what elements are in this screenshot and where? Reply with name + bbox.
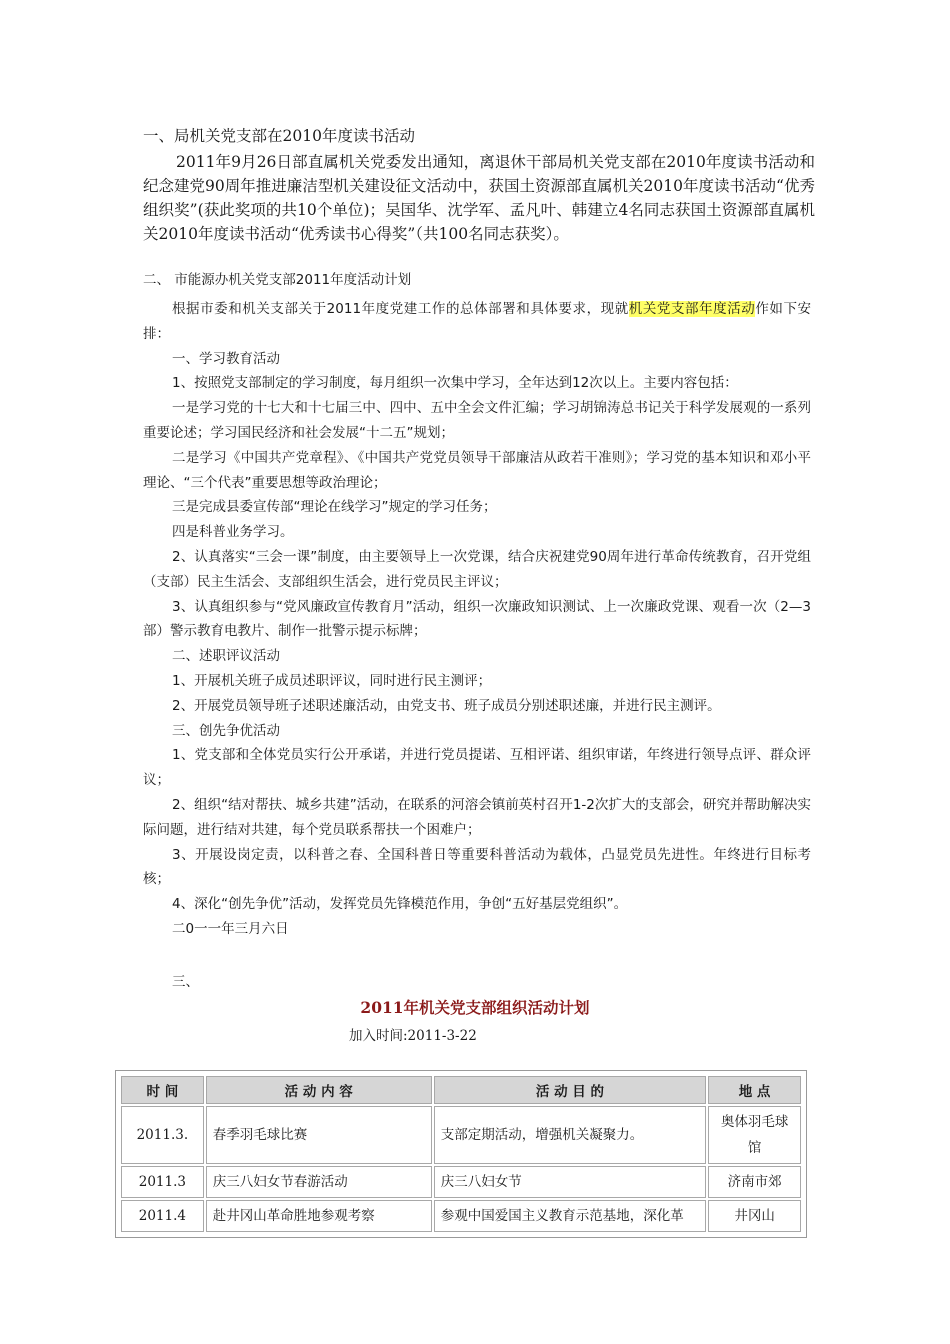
header-purpose: 活 动 目 的 bbox=[434, 1076, 706, 1104]
plan-line: 2、开展党员领导班子述职述廉活动，由党支书、班子成员分别述职述廉，并进行民主测评。 bbox=[172, 697, 721, 714]
cell-time: 2011.3. bbox=[121, 1106, 204, 1164]
plan-line: 3、开展设岗定责，以科普之春、全国科普日等重要科普活动为载体，凸显党员先进性。年终进行目标考核； bbox=[143, 846, 811, 888]
plan-line: 1、开展机关班子成员述职评议，同时进行民主测评； bbox=[172, 672, 492, 689]
signature-date: 二0一一年三月六日 bbox=[172, 920, 289, 937]
plan-line: 4、深化“创先争优”活动，发挥党员先锋模范作用，争创“五好基层党组织”。 bbox=[172, 896, 628, 913]
section3-title: 2011年机关党支部组织活动计划 bbox=[360, 998, 590, 1017]
plan-line: 一、学习教育活动 bbox=[172, 350, 280, 367]
cell-time: 2011.4 bbox=[121, 1200, 204, 1232]
cell-content: 赴井冈山革命胜地参观考察 bbox=[206, 1200, 432, 1232]
cell-content: 春季羽毛球比赛 bbox=[206, 1106, 432, 1164]
plan-line: 1、按照党支部制定的学习制度，每月组织一次集中学习，全年达到12次以上。主要内容包括： bbox=[172, 375, 738, 392]
section3-label: 三、 bbox=[172, 974, 199, 990]
cell-location: 井冈山 bbox=[708, 1200, 801, 1232]
section1-paragraph: 2011年9月26日部直属机关党委发出通知，离退休干部局机关党支部在2010年度读书活动和纪念建党90周年推进廉洁型机关建设征文活动中，获国土资源部直属机关2010年度读书活动“优秀组织奖”(获此奖项的共10个单位)；吴国华、沈学军、孟凡叶、韩建立4名同志获国土资源部直属机关2010年度读书活动“优秀读书心得奖”（共100名同志获奖）。 bbox=[143, 153, 815, 243]
section2-heading: 二、 市能源办机关党支部2011年度活动计划 bbox=[143, 272, 412, 288]
table-row bbox=[121, 1106, 801, 1164]
intro-text-after: 作如下安排： bbox=[143, 301, 812, 342]
plan-line: 2、认真落实“三会一课”制度，由主要领导上一次党课，结合庆祝建党90周年进行革命传统教育，召开党组（支部）民主生活会、支部组织生活会，进行党员民主评议； bbox=[143, 548, 811, 590]
plan-line: 一是学习党的十七大和十七届三中、四中、五中全会文件汇编；学习胡锦涛总书记关于科学发展观的一系列重要论述；学习国民经济和社会发展“十二五”规划； bbox=[143, 400, 811, 441]
cell-purpose: 庆三八妇女节 bbox=[434, 1166, 706, 1198]
table-row bbox=[121, 1200, 801, 1232]
cell-location: 济南市郊 bbox=[708, 1166, 801, 1198]
section1-heading: 一、局机关党支部在2010年度读书活动 bbox=[143, 127, 415, 145]
cell-content: 庆三八妇女节春游活动 bbox=[206, 1166, 432, 1198]
highlighted-text: 机关党支部年度活动 bbox=[628, 301, 756, 317]
cell-location: 奥体羽毛球馆 bbox=[708, 1106, 801, 1164]
plan-line: 三、创先争优活动 bbox=[172, 722, 280, 739]
plan-line: 二、述职评议活动 bbox=[172, 648, 280, 665]
plan-line: 三是完成县委宣传部“理论在线学习”规定的学习任务； bbox=[172, 499, 497, 516]
header-location: 地 点 bbox=[708, 1076, 801, 1104]
table-row bbox=[121, 1166, 801, 1198]
cell-time: 2011.3 bbox=[121, 1166, 204, 1198]
header-content: 活 动 内 容 bbox=[206, 1076, 432, 1104]
cell-purpose: 支部定期活动，增强机关凝聚力。 bbox=[434, 1106, 706, 1164]
section2-body bbox=[143, 297, 811, 942]
header-time: 时 间 bbox=[121, 1076, 204, 1104]
section2-intro bbox=[143, 297, 811, 347]
activity-table-frame bbox=[115, 1070, 807, 1238]
table-header-row bbox=[121, 1076, 801, 1104]
plan-line: 二是学习《中国共产党章程》、《中国共产党党员领导干部廉洁从政若干准则》；学习党的基本知识和邓小平理论、“三个代表”重要思想等政治理论； bbox=[143, 449, 811, 491]
cell-purpose: 参观中国爱国主义教育示范基地，深化革 bbox=[434, 1200, 706, 1232]
plan-line: 2、组织“结对帮扶、城乡共建”活动，在联系的河溶会镇前英村召开1-2次扩大的支部会，研究并帮助解决实际问题，进行结对共建，每个党员联系帮扶一个困难户； bbox=[143, 796, 811, 838]
intro-text-before: 根据市委和机关支部关于2011年度党建工作的总体部署和具体要求，现就 bbox=[172, 301, 629, 317]
plan-line: 3、认真组织参与“党风廉政宣传教育月”活动，组织一次廉政知识测试、上一次廉政党课、观看一次（2—3部）警示教育电教片、制作一批警示提示标牌； bbox=[143, 598, 811, 640]
activity-table bbox=[119, 1074, 803, 1234]
added-date: 加入时间:2011-3-22 bbox=[349, 1028, 477, 1044]
plan-line: 四是科普业务学习。 bbox=[172, 524, 294, 541]
plan-line: 1、党支部和全体党员实行公开承诺，并进行党员提诺、互相评诺、组织审诺，年终进行领导点评、群众评议； bbox=[143, 747, 811, 789]
